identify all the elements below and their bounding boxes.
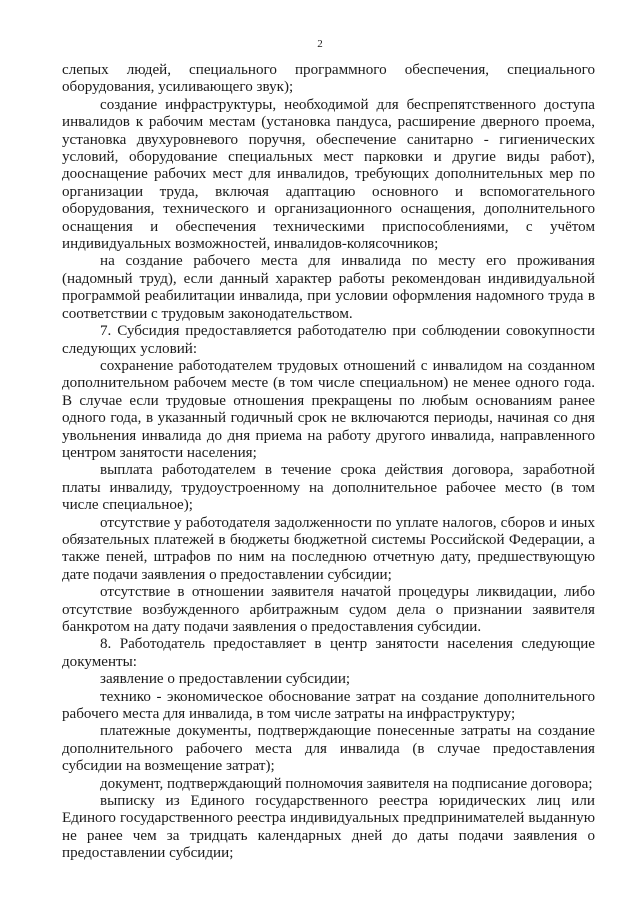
- paragraph-13: документ, подтверждающий полномочия заявителя на подписание договора;: [100, 775, 593, 792]
- page-number: 2: [317, 38, 323, 50]
- paragraph-4: 7. Субсидия предоставляется работодателю при соблюдении совокупности следующих условий:: [62, 323, 595, 357]
- paragraph-9: 8. Работодатель предоставляет в центр занятости населения следующие документы:: [62, 636, 595, 670]
- paragraph-10: заявление о предоставлении субсидии;: [100, 671, 351, 688]
- paragraph-12: платежные документы, подтверждающие понесенные затраты на создание дополнительного рабочего места для инвалида (в случае предоставления субсидии на возмещение затрат);: [62, 723, 595, 775]
- document-body: [62, 62, 595, 863]
- paragraph-7: отсутствие у работодателя задолженности по уплате налогов, сборов и иных обязательных платежей в бюджеты бюджетной системы Российской Федерации, а также пеней, штрафов по ним на последнюю отчетную дату, предшествующую дате подачи заявления о предоставлении субсидии;: [62, 514, 595, 583]
- paragraph-8: отсутствие в отношении заявителя начатой процедуры ликвидации, либо отсутствие возбужденного арбитражным судом дела о признании заявителя банкротом на дату подачи заявления о предоставления субсидии.: [62, 584, 595, 635]
- paragraph-1: слепых людей, специального программного обеспечения, специального оборудования, усиливающего звук);: [62, 62, 595, 96]
- paragraph-6: выплата работодателем в течение срока действия договора, заработной платы инвалиду, трудоустроенному на дополнительное рабочее место (в том числе специальное);: [62, 462, 595, 514]
- paragraph-14: выписку из Единого государственного реестра юридических лиц или Единого государственного реестра индивидуальных предпринимателей выданную не ранее чем за тридцать календарных дней до даты подачи заявления о предоставлении субсидии;: [62, 793, 595, 862]
- paragraph-3: на создание рабочего места для инвалида по месту его проживания (надомный труд), если данный характер работы рекомендован индивидуальной программой реабилитации инвалида, при условии оформления надомного труда в соответствии с трудовым законодательством.: [62, 253, 595, 322]
- paragraph-11: технико - экономическое обоснование затрат на создание дополнительного рабочего места для инвалида, в том числе затраты на инфраструктуру;: [62, 688, 595, 723]
- paragraph-5: сохранение работодателем трудовых отношений с инвалидом на созданном дополнительном рабочем месте (в том числе специальном) не менее одного года. В случае если трудовые отношения прекращены по любым основаниям ранее одного года, в указанный годичный срок не включаются периоды, начиная со дня увольнения инвалида до дня приема на работу другого инвалида, направленного центром занятости населения;: [62, 357, 595, 461]
- paragraph-2: создание инфраструктуры, необходимой для беспрепятственного доступа инвалидов к рабочим местам (установка пандуса, расширение дверного проема, установка двухуровневого поручня, обеспечение санитарно - гигиенических условий, оборудование специальных мест парковки и другие виды работ), дооснащение рабочих мест для инвалидов, требующих дополнительных мер по организации труда, включая адаптацию основного и вспомогательного оборудования, технического и организационного оснащения, дополнительного оснащения и обеспечения техническими приспособлениями, с учётом индивидуальных возможностей, инвалидов-колясочников;: [62, 96, 595, 253]
